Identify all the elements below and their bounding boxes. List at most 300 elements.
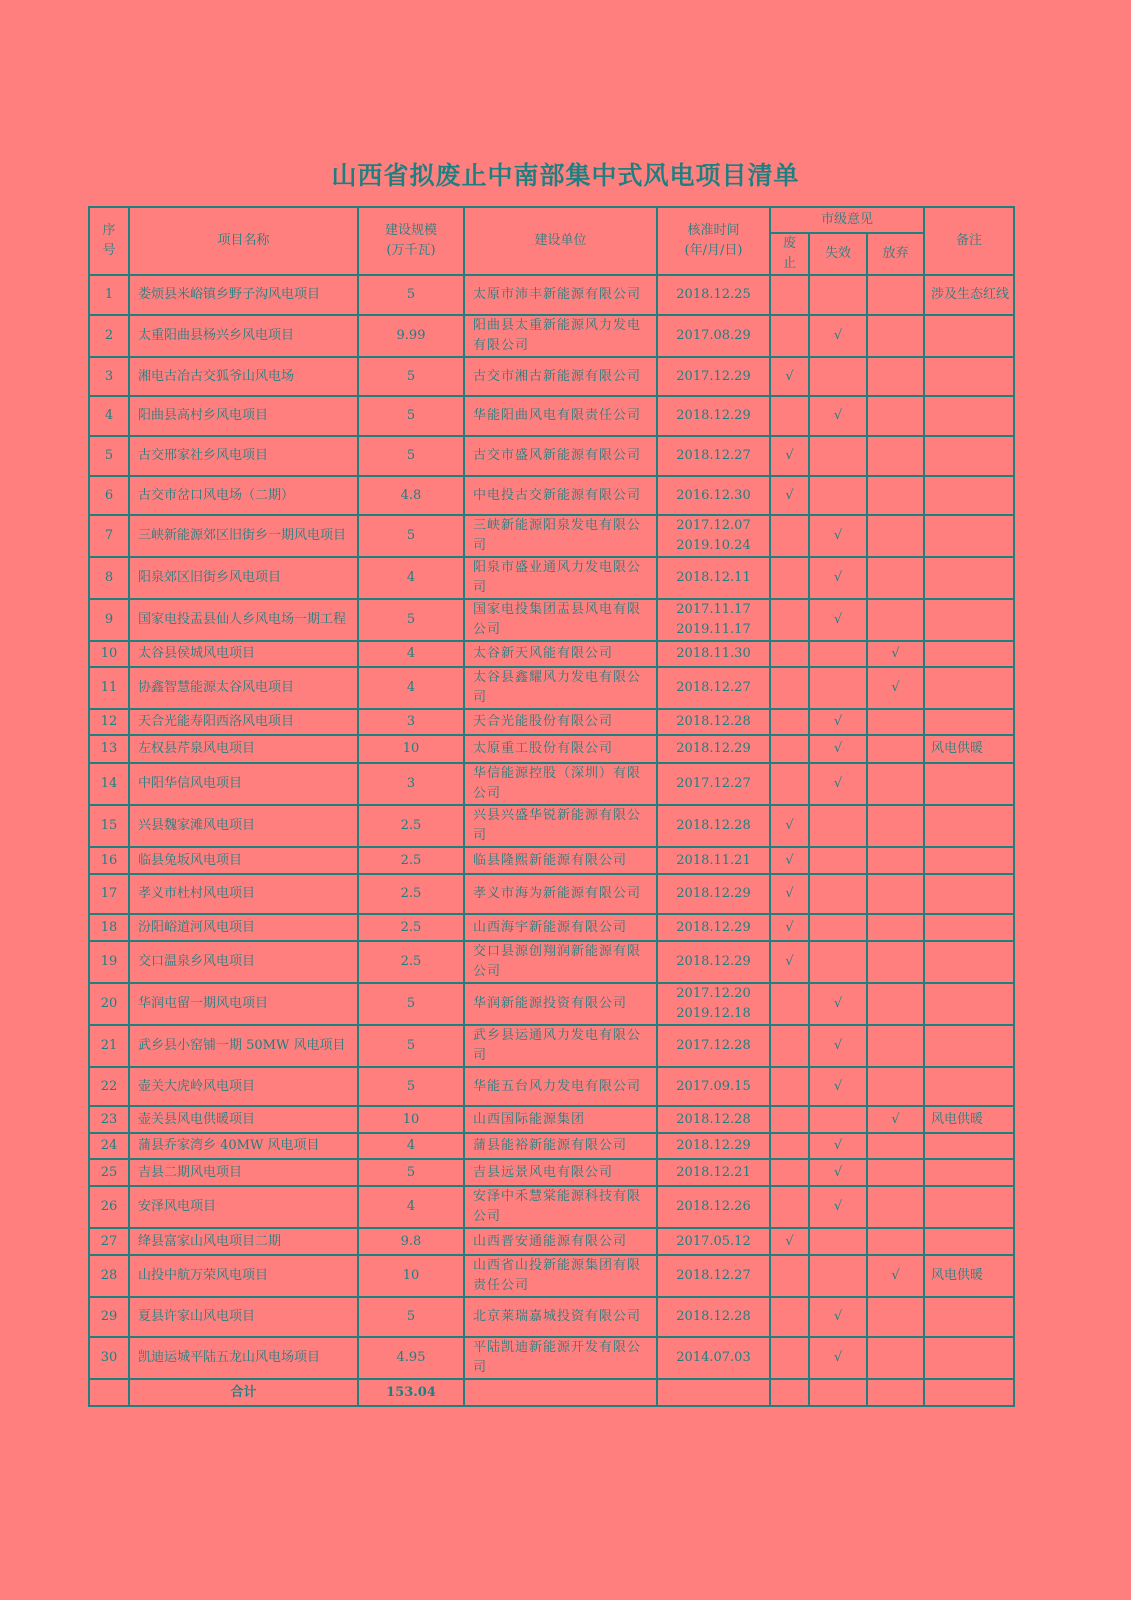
row-number: 12 — [89, 709, 129, 735]
abolish-cell: √ — [770, 847, 809, 874]
table-row — [89, 1186, 1014, 1228]
approval-date: 2018.12.11 — [657, 557, 770, 599]
abandon-cell: √ — [867, 641, 924, 667]
construction-scale: 5 — [358, 396, 464, 436]
abandon-cell — [867, 1228, 924, 1255]
header-abolish: 废止 — [770, 233, 809, 275]
abandon-cell — [867, 1297, 924, 1337]
abolish-cell — [770, 709, 809, 735]
abandon-cell — [867, 357, 924, 396]
construction-scale: 2.5 — [358, 914, 464, 941]
table-row — [89, 1025, 1014, 1067]
construction-unit: 蒲县能裕新能源有限公司 — [464, 1133, 657, 1159]
project-name: 阳泉郊区旧街乡风电项目 — [129, 557, 358, 599]
remark — [924, 557, 1014, 599]
construction-unit: 孝义市海为新能源有限公司 — [464, 874, 657, 914]
invalid-cell: √ — [809, 1133, 867, 1159]
row-number: 28 — [89, 1255, 129, 1297]
project-name: 夏县许家山风电项目 — [129, 1297, 358, 1337]
table-row — [89, 874, 1014, 914]
remark — [924, 476, 1014, 515]
approval-date: 2017.09.15 — [657, 1067, 770, 1106]
abolish-cell: √ — [770, 941, 809, 983]
table-row — [89, 1337, 1014, 1379]
construction-unit: 山西省山投新能源集团有限责任公司 — [464, 1255, 657, 1297]
construction-unit: 安泽中禾慧棠能源科技有限公司 — [464, 1186, 657, 1228]
abolish-cell — [770, 1067, 809, 1106]
row-number: 16 — [89, 847, 129, 874]
construction-scale: 10 — [358, 735, 464, 763]
abolish-cell — [770, 396, 809, 436]
construction-scale: 4.8 — [358, 476, 464, 515]
invalid-cell: √ — [809, 1297, 867, 1337]
approval-date: 2017.12.27 — [657, 763, 770, 805]
construction-unit: 天合光能股份有限公司 — [464, 709, 657, 735]
table-row — [89, 357, 1014, 396]
invalid-cell: √ — [809, 396, 867, 436]
construction-scale: 5 — [358, 1159, 464, 1186]
construction-scale: 4.95 — [358, 1337, 464, 1379]
table-row — [89, 641, 1014, 667]
header-scale: 建设规模 (万千瓦) — [358, 207, 464, 275]
abandon-cell — [867, 476, 924, 515]
project-name: 华润屯留一期风电项目 — [129, 983, 358, 1025]
remark — [924, 1025, 1014, 1067]
abandon-cell: √ — [867, 1255, 924, 1297]
invalid-cell: √ — [809, 763, 867, 805]
construction-scale: 4 — [358, 667, 464, 709]
approval-date: 2018.12.29 — [657, 874, 770, 914]
project-name: 安泽风电项目 — [129, 1186, 358, 1228]
abolish-cell — [770, 515, 809, 557]
row-number: 13 — [89, 735, 129, 763]
construction-unit: 吉县远景风电有限公司 — [464, 1159, 657, 1186]
project-name: 湘电古冶古交狐爷山风电场 — [129, 357, 358, 396]
header-seq: 序号 — [89, 207, 129, 275]
construction-scale: 5 — [358, 1297, 464, 1337]
row-number: 2 — [89, 315, 129, 357]
row-number: 8 — [89, 557, 129, 599]
table-row — [89, 847, 1014, 874]
abandon-cell — [867, 275, 924, 315]
invalid-cell — [809, 1228, 867, 1255]
row-number: 21 — [89, 1025, 129, 1067]
invalid-cell: √ — [809, 1025, 867, 1067]
project-name: 吉县二期风电项目 — [129, 1159, 358, 1186]
row-number: 23 — [89, 1106, 129, 1133]
project-name: 天合光能寿阳西洛风电项目 — [129, 709, 358, 735]
construction-unit: 山西晋安通能源有限公司 — [464, 1228, 657, 1255]
remark — [924, 874, 1014, 914]
construction-scale: 5 — [358, 599, 464, 641]
approval-date: 2018.11.21 — [657, 847, 770, 874]
table-row — [89, 1255, 1014, 1297]
project-name: 左权县芹泉风电项目 — [129, 735, 358, 763]
project-name: 太谷县侯城风电项目 — [129, 641, 358, 667]
row-number: 20 — [89, 983, 129, 1025]
row-number: 18 — [89, 914, 129, 941]
approval-date: 2018.12.29 — [657, 914, 770, 941]
approval-date: 2018.12.29 — [657, 396, 770, 436]
remark — [924, 1228, 1014, 1255]
row-number: 27 — [89, 1228, 129, 1255]
project-name: 太重阳曲县杨兴乡风电项目 — [129, 315, 358, 357]
approval-date: 2017.05.12 — [657, 1228, 770, 1255]
total-blank — [89, 1379, 129, 1406]
construction-scale: 9.99 — [358, 315, 464, 357]
project-name: 凯迪运城平陆五龙山风电场项目 — [129, 1337, 358, 1379]
table-row — [89, 805, 1014, 847]
construction-scale: 5 — [358, 1067, 464, 1106]
project-name: 三峡新能源郊区旧街乡一期风电项目 — [129, 515, 358, 557]
table-row — [89, 1106, 1014, 1133]
construction-unit: 华能五台风力发电有限公司 — [464, 1067, 657, 1106]
invalid-cell — [809, 805, 867, 847]
project-name: 壶关大虎岭风电项目 — [129, 1067, 358, 1106]
remark — [924, 641, 1014, 667]
total-blank — [770, 1379, 809, 1406]
table-row — [89, 476, 1014, 515]
construction-unit: 太原市沛丰新能源有限公司 — [464, 275, 657, 315]
row-number: 7 — [89, 515, 129, 557]
construction-unit: 太谷新天风能有限公司 — [464, 641, 657, 667]
row-number: 17 — [89, 874, 129, 914]
approval-date: 2017.12.28 — [657, 1025, 770, 1067]
remark — [924, 1186, 1014, 1228]
approval-date: 2018.11.30 — [657, 641, 770, 667]
construction-unit: 北京莱瑞嘉城投资有限公司 — [464, 1297, 657, 1337]
abolish-cell: √ — [770, 357, 809, 396]
total-blank — [867, 1379, 924, 1406]
abolish-cell — [770, 1106, 809, 1133]
construction-unit: 国家电投集团盂县风电有限公司 — [464, 599, 657, 641]
remark — [924, 1337, 1014, 1379]
approval-date: 2017.11.17 2019.11.17 — [657, 599, 770, 641]
project-name: 临县兔坂风电项目 — [129, 847, 358, 874]
abolish-cell: √ — [770, 476, 809, 515]
remark — [924, 941, 1014, 983]
approval-date: 2018.12.27 — [657, 667, 770, 709]
table-row — [89, 735, 1014, 763]
invalid-cell — [809, 1255, 867, 1297]
project-name: 协鑫智慧能源太谷风电项目 — [129, 667, 358, 709]
invalid-cell — [809, 641, 867, 667]
construction-scale: 5 — [358, 357, 464, 396]
remark — [924, 436, 1014, 476]
construction-scale: 2.5 — [358, 941, 464, 983]
invalid-cell — [809, 275, 867, 315]
invalid-cell — [809, 874, 867, 914]
construction-scale: 4 — [358, 557, 464, 599]
construction-scale: 3 — [358, 763, 464, 805]
total-blank — [809, 1379, 867, 1406]
construction-unit: 临县隆熙新能源有限公司 — [464, 847, 657, 874]
total-scale: 153.04 — [358, 1379, 464, 1406]
construction-scale: 10 — [358, 1255, 464, 1297]
construction-unit: 华信能源控股（深圳）有限公司 — [464, 763, 657, 805]
remark — [924, 805, 1014, 847]
construction-unit: 太原重工股份有限公司 — [464, 735, 657, 763]
table-row — [89, 667, 1014, 709]
construction-unit: 山西海宇新能源有限公司 — [464, 914, 657, 941]
row-number: 10 — [89, 641, 129, 667]
abandon-cell — [867, 983, 924, 1025]
invalid-cell — [809, 667, 867, 709]
project-name: 绛县富家山风电项目二期 — [129, 1228, 358, 1255]
header-date: 核准时间 (年/月/日) — [657, 207, 770, 275]
remark — [924, 1159, 1014, 1186]
approval-date: 2017.08.29 — [657, 315, 770, 357]
approval-date: 2018.12.25 — [657, 275, 770, 315]
invalid-cell — [809, 847, 867, 874]
row-number: 3 — [89, 357, 129, 396]
invalid-cell — [809, 914, 867, 941]
construction-unit: 阳曲县太重新能源风力发电有限公司 — [464, 315, 657, 357]
approval-date: 2018.12.29 — [657, 1133, 770, 1159]
abolish-cell — [770, 599, 809, 641]
abandon-cell: √ — [867, 1106, 924, 1133]
abolish-cell — [770, 1337, 809, 1379]
total-blank — [924, 1379, 1014, 1406]
header-name: 项目名称 — [129, 207, 358, 275]
row-number: 26 — [89, 1186, 129, 1228]
abolish-cell — [770, 557, 809, 599]
invalid-cell: √ — [809, 599, 867, 641]
row-number: 30 — [89, 1337, 129, 1379]
header-abandon: 放弃 — [867, 233, 924, 275]
abandon-cell — [867, 874, 924, 914]
table-row — [89, 515, 1014, 557]
construction-scale: 5 — [358, 436, 464, 476]
abolish-cell — [770, 1186, 809, 1228]
remark — [924, 357, 1014, 396]
row-number: 14 — [89, 763, 129, 805]
project-name: 汾阳峪道河风电项目 — [129, 914, 358, 941]
abandon-cell — [867, 599, 924, 641]
abandon-cell — [867, 557, 924, 599]
construction-unit: 山西国际能源集团 — [464, 1106, 657, 1133]
project-name: 古交邢家社乡风电项目 — [129, 436, 358, 476]
remark: 风电供暖 — [924, 1255, 1014, 1297]
invalid-cell — [809, 1106, 867, 1133]
page-title: 山西省拟废止中南部集中式风电项目清单 — [331, 161, 800, 190]
approval-date: 2018.12.28 — [657, 805, 770, 847]
abolish-cell — [770, 1133, 809, 1159]
invalid-cell: √ — [809, 1186, 867, 1228]
construction-scale: 10 — [358, 1106, 464, 1133]
abandon-cell: √ — [867, 667, 924, 709]
project-name: 山投中航万荣风电项目 — [129, 1255, 358, 1297]
approval-date: 2018.12.29 — [657, 941, 770, 983]
remark — [924, 1133, 1014, 1159]
remark — [924, 1297, 1014, 1337]
project-name: 孝义市杜村风电项目 — [129, 874, 358, 914]
construction-unit: 古交市湘古新能源有限公司 — [464, 357, 657, 396]
remark — [924, 709, 1014, 735]
table-row — [89, 275, 1014, 315]
abandon-cell — [867, 914, 924, 941]
construction-unit: 交口县源创翔润新能源有限公司 — [464, 941, 657, 983]
abolish-cell — [770, 1255, 809, 1297]
project-name: 阳曲县高村乡风电项目 — [129, 396, 358, 436]
construction-scale: 5 — [358, 1025, 464, 1067]
construction-unit: 华能阳曲风电有限责任公司 — [464, 396, 657, 436]
remark — [924, 983, 1014, 1025]
construction-scale: 4 — [358, 1186, 464, 1228]
total-label: 合计 — [129, 1379, 358, 1406]
table-row — [89, 557, 1014, 599]
row-number: 15 — [89, 805, 129, 847]
table-row — [89, 709, 1014, 735]
abandon-cell — [867, 709, 924, 735]
row-number: 25 — [89, 1159, 129, 1186]
construction-scale: 2.5 — [358, 847, 464, 874]
table-row — [89, 1228, 1014, 1255]
abolish-cell — [770, 315, 809, 357]
abandon-cell — [867, 396, 924, 436]
approval-date: 2018.12.28 — [657, 1106, 770, 1133]
invalid-cell: √ — [809, 983, 867, 1025]
remark — [924, 599, 1014, 641]
project-name: 娄烦县米峪镇乡野子沟风电项目 — [129, 275, 358, 315]
project-name: 古交市岔口风电场（二期） — [129, 476, 358, 515]
header-remark: 备注 — [924, 207, 1014, 275]
approval-date: 2017.12.20 2019.12.18 — [657, 983, 770, 1025]
abolish-cell: √ — [770, 874, 809, 914]
remark: 风电供暖 — [924, 1106, 1014, 1133]
approval-date: 2014.07.03 — [657, 1337, 770, 1379]
construction-scale: 4 — [358, 641, 464, 667]
row-number: 11 — [89, 667, 129, 709]
invalid-cell: √ — [809, 315, 867, 357]
remark: 风电供暖 — [924, 735, 1014, 763]
table-row — [89, 763, 1014, 805]
table-row — [89, 914, 1014, 941]
invalid-cell — [809, 941, 867, 983]
invalid-cell — [809, 476, 867, 515]
abolish-cell — [770, 275, 809, 315]
approval-date: 2018.12.28 — [657, 1297, 770, 1337]
table-row — [89, 315, 1014, 357]
approval-date: 2018.12.27 — [657, 1255, 770, 1297]
abolish-cell: √ — [770, 805, 809, 847]
approval-date: 2016.12.30 — [657, 476, 770, 515]
approval-date: 2018.12.21 — [657, 1159, 770, 1186]
remark — [924, 847, 1014, 874]
abandon-cell — [867, 805, 924, 847]
project-name: 武乡县小窑铺一期 50MW 风电项目 — [129, 1025, 358, 1067]
table-row — [89, 436, 1014, 476]
construction-unit: 中电投古交新能源有限公司 — [464, 476, 657, 515]
abandon-cell — [867, 436, 924, 476]
abandon-cell — [867, 515, 924, 557]
abandon-cell — [867, 1159, 924, 1186]
approval-date: 2017.12.29 — [657, 357, 770, 396]
invalid-cell: √ — [809, 709, 867, 735]
invalid-cell: √ — [809, 735, 867, 763]
invalid-cell: √ — [809, 1337, 867, 1379]
construction-unit: 阳泉市盛业通风力发电限公司 — [464, 557, 657, 599]
abolish-cell: √ — [770, 1228, 809, 1255]
abandon-cell — [867, 1186, 924, 1228]
remark — [924, 396, 1014, 436]
table-row — [89, 1133, 1014, 1159]
abandon-cell — [867, 763, 924, 805]
table-row — [89, 1159, 1014, 1186]
construction-scale: 4 — [358, 1133, 464, 1159]
row-number: 22 — [89, 1067, 129, 1106]
abolish-cell — [770, 983, 809, 1025]
remark — [924, 667, 1014, 709]
abolish-cell: √ — [770, 914, 809, 941]
project-name: 壶关县风电供暖项目 — [129, 1106, 358, 1133]
abolish-cell: √ — [770, 436, 809, 476]
abandon-cell — [867, 941, 924, 983]
construction-scale: 5 — [358, 515, 464, 557]
table-row — [89, 396, 1014, 436]
abandon-cell — [867, 1337, 924, 1379]
table-row — [89, 1067, 1014, 1106]
remark — [924, 763, 1014, 805]
abolish-cell — [770, 1025, 809, 1067]
remark: 涉及生态红线 — [924, 275, 1014, 315]
construction-unit: 平陆凯迪新能源开发有限公司 — [464, 1337, 657, 1379]
total-blank — [464, 1379, 657, 1406]
remark — [924, 914, 1014, 941]
header-unit: 建设单位 — [464, 207, 657, 275]
abandon-cell — [867, 1133, 924, 1159]
row-number: 9 — [89, 599, 129, 641]
construction-unit: 三峡新能源阳泉发电有限公司 — [464, 515, 657, 557]
table-row — [89, 1297, 1014, 1337]
remark — [924, 515, 1014, 557]
project-name: 国家电投盂县仙人乡风电场一期工程 — [129, 599, 358, 641]
approval-date: 2018.12.28 — [657, 709, 770, 735]
invalid-cell: √ — [809, 557, 867, 599]
construction-scale: 2.5 — [358, 874, 464, 914]
row-number: 6 — [89, 476, 129, 515]
abolish-cell — [770, 763, 809, 805]
abolish-cell — [770, 1297, 809, 1337]
table-row — [89, 599, 1014, 641]
total-row — [89, 1379, 1014, 1406]
invalid-cell: √ — [809, 1159, 867, 1186]
remark — [924, 315, 1014, 357]
abandon-cell — [867, 735, 924, 763]
construction-unit: 兴县兴盛华锐新能源有限公司 — [464, 805, 657, 847]
construction-unit: 华润新能源投资有限公司 — [464, 983, 657, 1025]
total-blank — [657, 1379, 770, 1406]
abolish-cell — [770, 667, 809, 709]
project-name: 兴县魏家滩风电项目 — [129, 805, 358, 847]
row-number: 19 — [89, 941, 129, 983]
row-number: 24 — [89, 1133, 129, 1159]
row-number: 1 — [89, 275, 129, 315]
project-name: 中阳华信风电项目 — [129, 763, 358, 805]
abolish-cell — [770, 1159, 809, 1186]
abolish-cell — [770, 641, 809, 667]
abandon-cell — [867, 315, 924, 357]
approval-date: 2018.12.26 — [657, 1186, 770, 1228]
construction-scale: 3 — [358, 709, 464, 735]
invalid-cell: √ — [809, 1067, 867, 1106]
construction-scale: 9.8 — [358, 1228, 464, 1255]
project-name: 交口温泉乡风电项目 — [129, 941, 358, 983]
row-number: 5 — [89, 436, 129, 476]
approval-date: 2018.12.29 — [657, 735, 770, 763]
construction-scale: 2.5 — [358, 805, 464, 847]
abandon-cell — [867, 1067, 924, 1106]
